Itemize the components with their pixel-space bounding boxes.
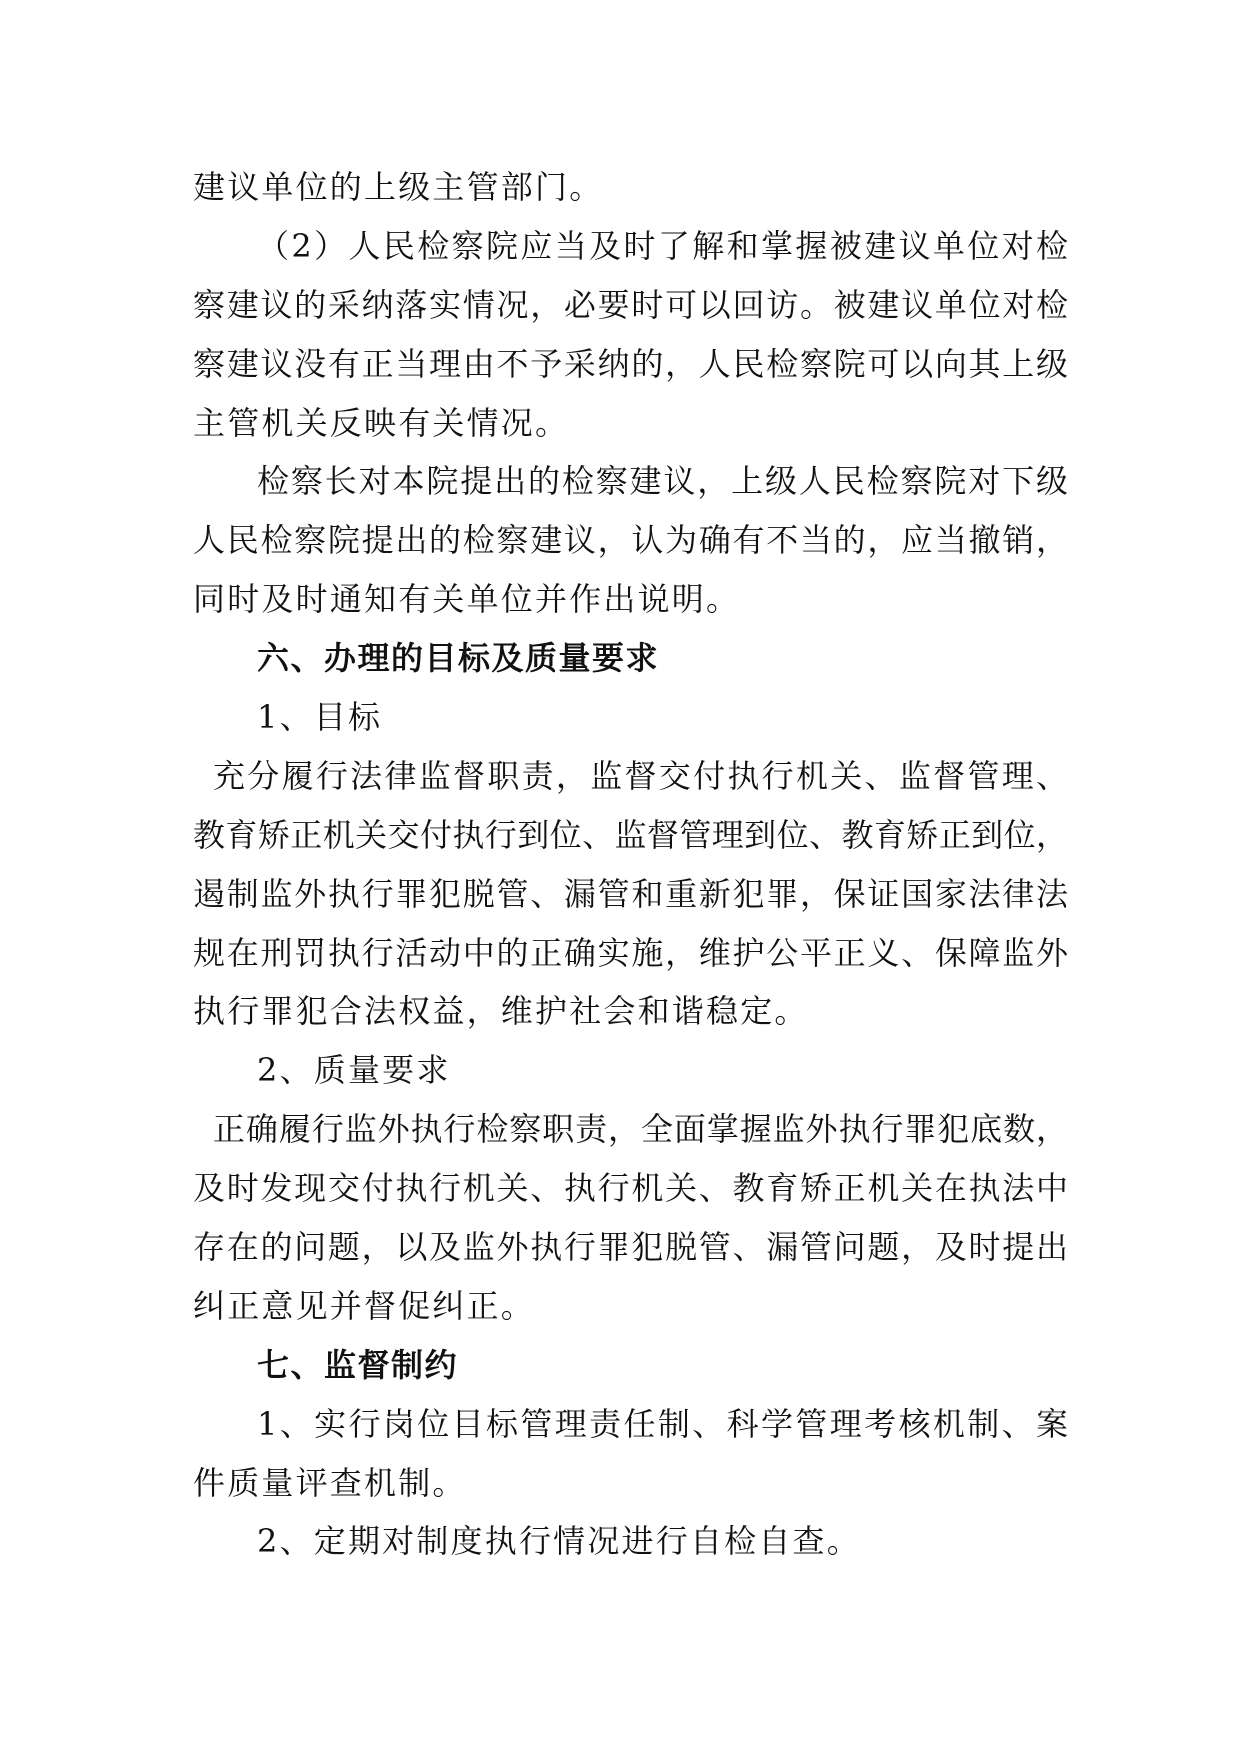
paragraph-line: 及时发现交付执行机关、执行机关、教育矫正机关在执法中 <box>193 1169 1068 1208</box>
paragraph-line: （2）人民检察院应当及时了解和掌握被建议单位对检 <box>257 226 1068 265</box>
paragraph-line: 规在刑罚执行活动中的正确实施，维护公平正义、保障监外 <box>193 933 1068 972</box>
paragraph-line: 2、定期对制度执行情况进行自检自查。 <box>257 1522 861 1561</box>
paragraph-line: 正确履行监外执行检察职责，全面掌握监外执行罪犯底数， <box>213 1110 1068 1149</box>
paragraph-line: 1、实行岗位目标管理责任制、科学管理考核机制、案 <box>257 1404 1068 1443</box>
paragraph-line: 察建议没有正当理由不予采纳的，人民检察院可以向其上级 <box>193 344 1068 383</box>
paragraph-line: 建议单位的上级主管部门。 <box>193 168 604 206</box>
paragraph-line: 教育矫正机关交付执行到位、监督管理到位、教育矫正到位， <box>193 815 1068 854</box>
paragraph-line: 同时及时通知有关单位并作出说明。 <box>193 580 741 619</box>
paragraph-line: 人民检察院提出的检察建议，认为确有不当的，应当撤销， <box>193 521 1068 560</box>
section-heading: 六、办理的目标及质量要求 <box>257 639 660 678</box>
document-body <box>193 158 1068 1571</box>
paragraph-line: 存在的问题，以及监外执行罪犯脱管、漏管问题，及时提出 <box>193 1228 1068 1267</box>
paragraph-line: 察建议的采纳落实情况，必要时可以回访。被建议单位对检 <box>193 285 1068 324</box>
paragraph-line: 件质量评查机制。 <box>193 1463 467 1502</box>
section-heading: 七、监督制约 <box>257 1345 459 1384</box>
subsection-heading: 1、目标 <box>257 698 383 737</box>
paragraph-line: 执行罪犯合法权益，维护社会和谐稳定。 <box>193 992 809 1031</box>
paragraph-line: 充分履行法律监督职责，监督交付执行机关、监督管理、 <box>213 756 1068 795</box>
paragraph-line: 主管机关反映有关情况。 <box>193 403 570 442</box>
paragraph-line: 遏制监外执行罪犯脱管、漏管和重新犯罪，保证国家法律法 <box>193 874 1068 913</box>
paragraph-line: 纠正意见并督促纠正。 <box>193 1286 536 1325</box>
paragraph-line: 检察长对本院提出的检察建议，上级人民检察院对下级 <box>257 462 1068 501</box>
subsection-heading: 2、质量要求 <box>257 1051 451 1090</box>
